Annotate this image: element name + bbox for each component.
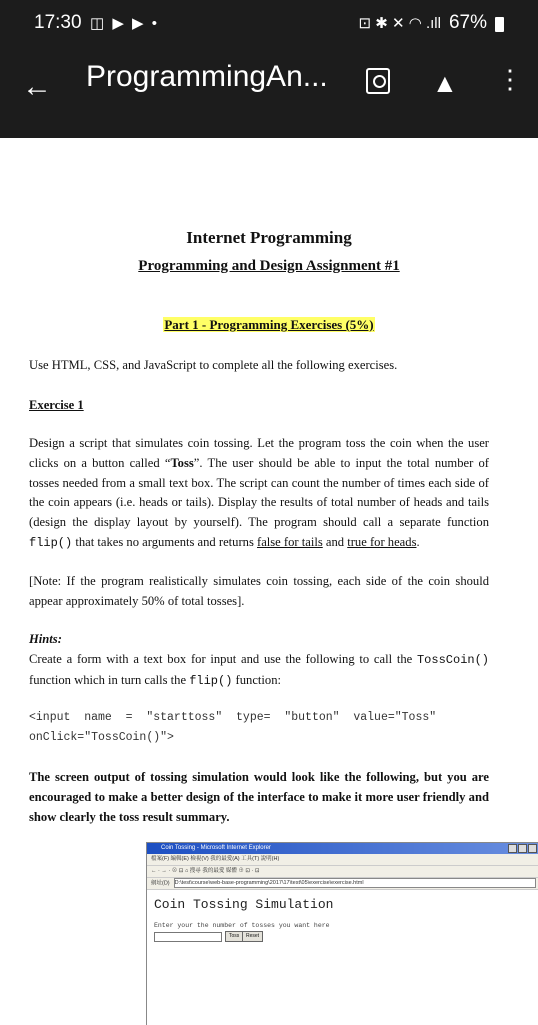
close-icon — [528, 844, 537, 853]
maximize-icon — [518, 844, 527, 853]
part-heading — [0, 317, 538, 333]
hint-text: Create a form with a text box for input and use the following to call the — [29, 652, 417, 666]
desc-text: that takes no arguments and returns — [72, 534, 257, 549]
true-for-heads: true for heads — [347, 534, 417, 549]
doc-subheading: Programming and Design Assignment #1 — [138, 258, 400, 274]
ie-title-bar — [147, 843, 538, 854]
battery-percent: 67% — [448, 12, 487, 33]
address-field: D:\test\course\web-base-programming\2017\17\test\05\exercise\exercise.html — [174, 878, 536, 888]
output-note: The screen output of tossing simulation would look like the following, but you are encouraged to make a better design of the interface to make it more user friendly and show clearly the toss result summary. — [29, 770, 489, 824]
sim-title: Coin Tossing Simulation — [154, 897, 334, 912]
back-arrow-icon[interactable]: ← — [22, 70, 52, 103]
code-line: <input name = "starttoss" type= "button" value="Toss" — [29, 711, 437, 724]
desc-text: Design a script that simulates coin tossing. Let the program toss the coin when the user clicks on a button called “ — [29, 436, 489, 470]
status-time: 17:30 — [34, 12, 82, 33]
ie-window-title: Coin Tossing - Microsoft Internet Explorer — [161, 845, 271, 851]
ie-toolbar: ← · → · ⊗ ⊡ ⌂ 搜尋 我的最愛 媒體 ⊕ ⊡ · ⊡ — [147, 866, 538, 878]
intro-paragraph: Use HTML, CSS, and JavaScript to complete all the following exercises. — [29, 358, 398, 372]
notification-icons: ◫ ▶ ▶ • — [90, 15, 159, 32]
exercise-description — [29, 434, 489, 554]
ie-address-bar — [147, 878, 538, 890]
desc-text: . — [416, 534, 420, 549]
ie-menu-bar: 檔案(F) 編輯(E) 檢視(V) 我的最愛(A) 工具(T) 說明(H) — [147, 854, 538, 866]
desc-text: and — [322, 534, 348, 549]
desc-text: ”. The user should be able to input the total number of tosses needed from a small text box. The script can count the number of times each side of the coin appears (i.e. heads or tails). Display the results of total number of heads and tails (design the display layout by yourself). The program should call a separate function — [29, 455, 489, 530]
code-sample — [29, 708, 499, 748]
toss-keyword: Toss — [170, 455, 194, 470]
add-to-drive-icon[interactable]: ▲ — [432, 68, 458, 98]
battery-icon — [495, 17, 504, 32]
sim-toss-button: Toss — [225, 931, 243, 942]
hints-heading: Hints: — [29, 632, 62, 646]
tosscoin-code: TossCoin() — [416, 653, 489, 667]
exercise-heading: Exercise 1 — [29, 398, 84, 412]
document-title: ProgrammingAn... — [86, 60, 328, 93]
minimize-icon — [508, 844, 517, 853]
part-heading-text: Part 1 - Programming Exercises (5%) — [164, 317, 374, 332]
hint-paragraph — [29, 650, 489, 692]
document-page — [0, 138, 538, 1024]
sim-prompt: Enter your the number of tosses you want here — [154, 922, 330, 929]
doc-heading: Internet Programming — [186, 228, 352, 247]
code-line: onClick="TossCoin()"> — [29, 731, 174, 744]
more-options-icon[interactable]: ⋮ — [497, 64, 523, 94]
address-label: 網址(D) — [151, 880, 170, 887]
hint-text: function which in turn calls the — [29, 672, 190, 687]
status-bar — [0, 0, 538, 46]
embedded-browser-screenshot — [146, 842, 538, 1025]
system-icons — [359, 12, 505, 34]
flip-code: flip() — [189, 673, 233, 688]
false-for-tails: false for tails — [257, 534, 323, 549]
note-paragraph: [Note: If the program realistically simulates coin tossing, each side of the coin should appear approximately 50% of total tosses]. — [29, 574, 489, 608]
search-in-document-icon[interactable] — [366, 68, 390, 94]
connectivity-icons: ⊡ ✱ ✕ ◠ .ıll — [358, 15, 441, 32]
app-bar — [0, 46, 538, 138]
sim-reset-button: Reset — [242, 931, 263, 942]
flip-code: flip() — [29, 535, 73, 550]
sim-toss-count-input — [154, 932, 222, 942]
ie-window-buttons — [508, 844, 537, 853]
hint-text: function: — [232, 672, 282, 687]
